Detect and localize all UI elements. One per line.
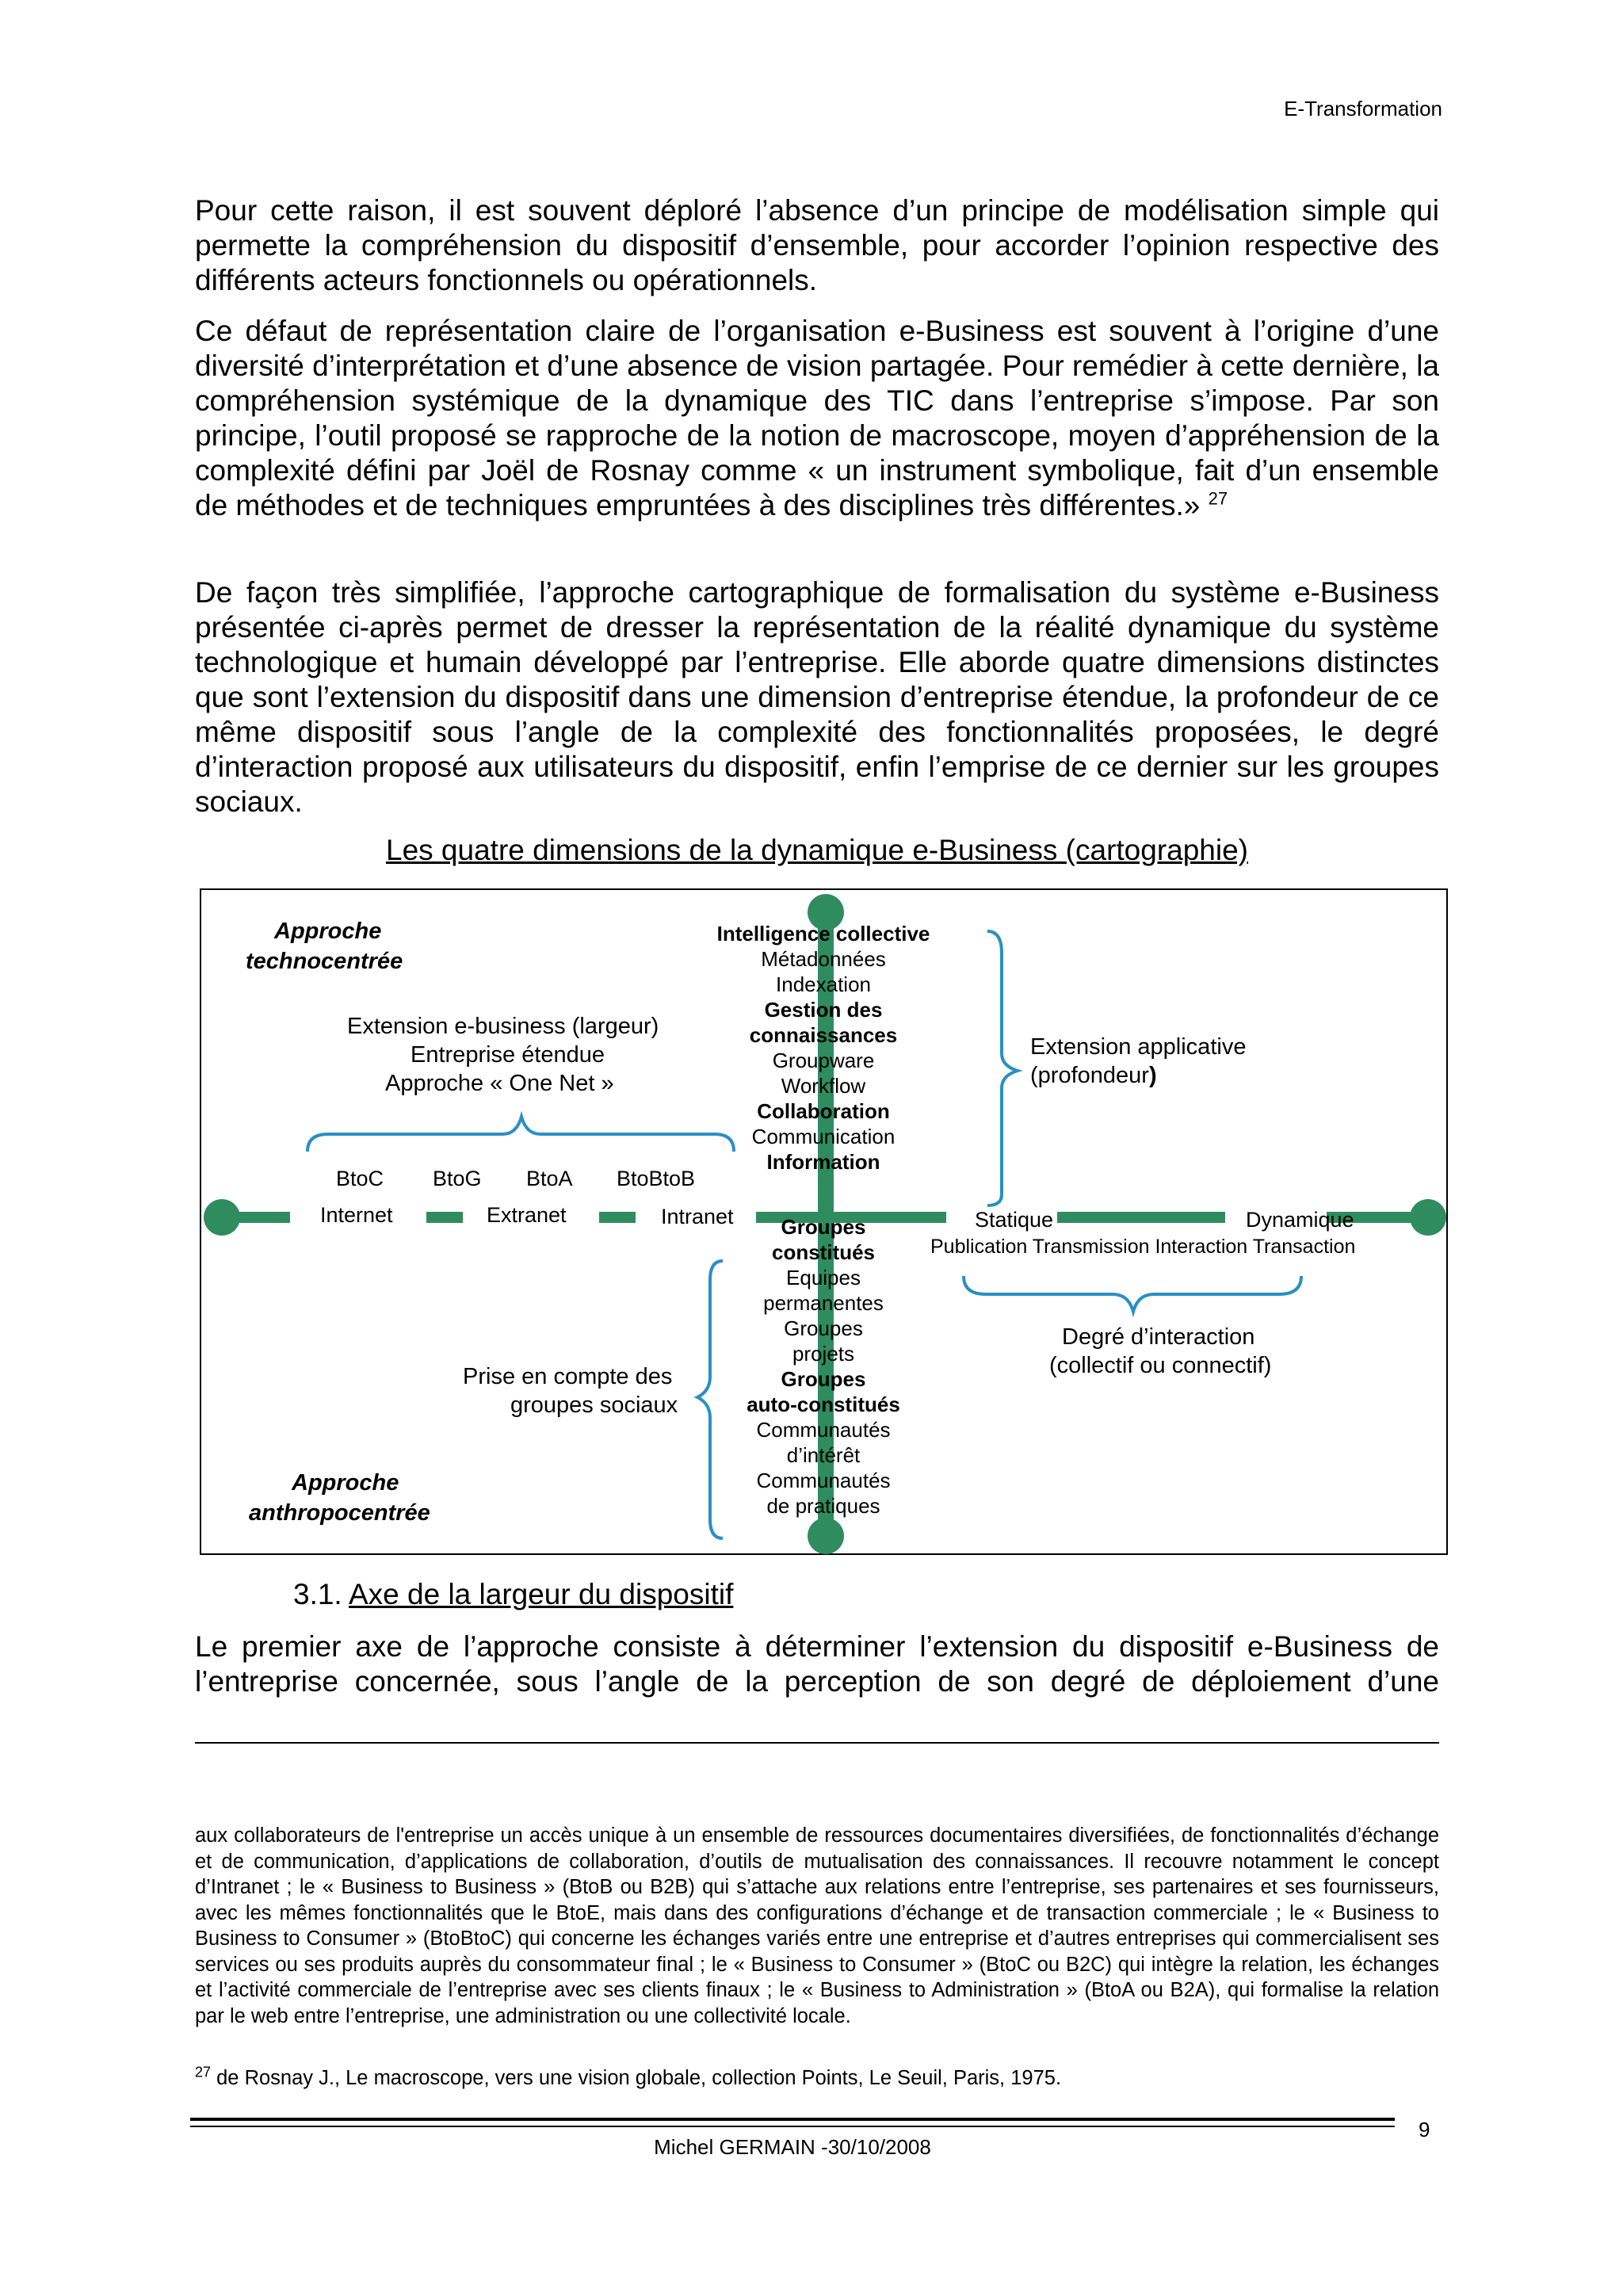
paragraph-4: Le premier axe de l’approche consiste à déterminer l’extension du dispositif e-Business de l’entreprise concernée, sous l’angle de la perception de son degré de déploiement d’une xyxy=(195,1630,1439,1698)
label-approach-top-1: Approche xyxy=(274,919,382,944)
label-extension-width-1: Extension e-business (largeur) xyxy=(347,1014,659,1039)
label-btoa: BtoA xyxy=(526,1167,573,1190)
item-gestion-1: Gestion des xyxy=(764,998,883,1022)
brace-social xyxy=(697,1261,723,1538)
item-metadonnees: Métadonnées xyxy=(761,947,886,971)
label-extension-depth-2 xyxy=(1030,1061,1157,1090)
label-dynamique: Dynamique xyxy=(1246,1208,1354,1232)
item-groupes-1: Groupes xyxy=(781,1215,866,1239)
item-communautes-interet-1: Communautés xyxy=(756,1418,891,1442)
label-statique: Statique xyxy=(975,1208,1054,1232)
label-internet: Internet xyxy=(320,1203,393,1227)
item-equipes-1: Equipes xyxy=(786,1266,861,1289)
label-interaction-levels: Publication Transmission Interaction Transaction xyxy=(930,1236,1356,1258)
item-groupware: Groupware xyxy=(772,1049,875,1072)
axis-endpoint-right xyxy=(1410,1199,1446,1236)
label-extension-depth-1: Extension applicative xyxy=(1030,1034,1247,1060)
paragraph-1: Pour cette raison, il est souvent déploré l’absence d’un principe de modélisation simple qui permette la compréhension du dispositif d’ensemble, pour accorder l’opinion respective des différents acteurs fonctionnels ou opérationnels. xyxy=(195,194,1439,296)
item-communautes-pratiques-2: de pratiques xyxy=(766,1494,880,1518)
label-btobtob: BtoBtoB xyxy=(617,1167,696,1190)
figure-caption: Les quatre dimensions de la dynamique e-Business (cartographie) xyxy=(386,834,1248,866)
label-extension-depth-2-text: (profondeur xyxy=(1030,1063,1149,1088)
paragraph-2 xyxy=(195,314,1439,523)
label-extranet: Extranet xyxy=(487,1203,567,1227)
footnote-ref-27[interactable]: 27 xyxy=(1208,488,1228,509)
item-groupes-2: constitués xyxy=(771,1240,876,1264)
label-extension-width-2: Entreprise étendue xyxy=(411,1042,605,1068)
section-title: Axe de la largeur du dispositif xyxy=(348,1578,734,1610)
item-gestion-2: connaissances xyxy=(749,1023,898,1047)
footnote-27 xyxy=(195,2065,1439,2092)
footer-rule xyxy=(190,2118,1395,2132)
item-workflow: Workflow xyxy=(781,1074,866,1098)
item-communautes-pratiques-1: Communautés xyxy=(756,1469,891,1492)
section-heading xyxy=(293,1577,733,1612)
label-social-1: Prise en compte des xyxy=(463,1364,673,1389)
footer-author: Michel GERMAIN -30/10/2008 xyxy=(654,2135,931,2159)
item-groupes-projets-2: projets xyxy=(792,1342,855,1366)
page-number: 9 xyxy=(1419,2118,1430,2141)
brace-width xyxy=(307,1117,734,1152)
footnote-continuation: aux collaborateurs de l'entreprise un accès unique à un ensemble de ressources documentaires diversifiées, de fonctionnalités d’échange et de communication, d’applications de collaboration, d’outils de mutualisation des connaissances. Il recouvre notamment le concept d’Intranet ; le « Business to Business » (BtoB ou B2B) qui s’attache aux relations entre l’entreprise, ses partenaires et ses fournisseurs, avec les mêmes fonctionnalités que le BtoE, mais dans des configurations d’échange et de transaction commerciale ; le « Business to Business to Consumer » (BtoBtoC) qui concerne les échanges variés entre une entreprise et d’autres entreprises qui commercialisent ses services ou ses produits auprès du consommateur final ; le « Business to Consumer » (BtoC ou B2C) qui intègre la relation, les échanges et l’activité commerciale de l’entreprise avec ses clients finaux ; le « Business to Administration » (BtoA ou B2A), qui formalise la relation par le web entre l’entreprise, une administration ou une collectivité locale. xyxy=(195,1824,1439,2027)
label-interaction-2: (collectif ou connectif) xyxy=(1049,1353,1272,1378)
paragraph-3: De façon très simplifiée, l’approche cartographique de formalisation du système e-Business présentée ci-après permet de dresser la représentation de la réalité dynamique du système technologique et humain développé par l’entreprise. Elle aborde quatre dimensions distinctes que sont l’extension du dispositif dans une dimension d’entreprise étendue, la profondeur de ce même dispositif sous l’angle de la complexité des fonctionnalités proposées, le degré d’interaction proposé aux utilisateurs du dispositif, enfin l’emprise de ce dernier sur les groupes sociaux. xyxy=(195,576,1439,818)
item-communication: Communication xyxy=(751,1125,896,1148)
footnote-separator xyxy=(195,1742,1439,1744)
label-approach-bottom-1: Approche xyxy=(292,1470,399,1496)
label-btog: BtoG xyxy=(433,1167,482,1190)
label-approach-top-2: technocentrée xyxy=(246,949,403,974)
item-groupes-projets-1: Groupes xyxy=(784,1316,863,1340)
item-intelligence: Intelligence collective xyxy=(716,922,930,946)
paragraph-2-text: Ce défaut de représentation claire de l’organisation e-Business est souvent à l’origine d’une diversité d’interprétation et d’une absence de vision partagée. Pour remédier à cette dernière, la compréhension systémique de la dynamique des TIC dans l’entreprise s’impose. Par son principe, l’outil proposé se rapproche de la notion de macroscope, moyen d’appréhension de la complexité défini par Joël de Rosnay comme « un instrument symbolique, fait d’un ensemble de méthodes et de techniques empruntées à des disciplines très différentes.» xyxy=(195,315,1439,521)
item-collaboration: Collaboration xyxy=(757,1099,890,1123)
section-number: 3.1. xyxy=(293,1578,342,1610)
running-header: E-Transformation xyxy=(1284,97,1442,120)
label-social-2: groupes sociaux xyxy=(510,1392,678,1418)
label-btoc: BtoC xyxy=(336,1167,384,1190)
item-communautes-interet-2: d’intérêt xyxy=(786,1443,861,1467)
footnote-27-text: de Rosnay J., Le macroscope, vers une vision globale, collection Points, Le Seuil, Paris, 1975. xyxy=(211,2067,1062,2089)
item-groupes-auto-2: auto-constitués xyxy=(747,1392,900,1416)
label-approach-bottom-2: anthropocentrée xyxy=(249,1500,430,1526)
brace-depth xyxy=(987,931,1018,1205)
brace-interaction xyxy=(964,1276,1301,1312)
label-intranet: Intranet xyxy=(661,1205,734,1228)
label-extension-depth-paren: ) xyxy=(1148,1063,1157,1088)
item-equipes-2: permanentes xyxy=(763,1291,884,1315)
footnote-27-number: 27 xyxy=(195,2064,212,2080)
item-information: Information xyxy=(766,1150,880,1174)
axis-endpoint-bottom xyxy=(808,1518,844,1554)
axis-endpoint-left xyxy=(204,1199,240,1236)
item-indexation: Indexation xyxy=(776,972,871,996)
label-extension-width-3: Approche « One Net » xyxy=(385,1071,614,1096)
item-groupes-auto-1: Groupes xyxy=(781,1367,866,1391)
label-interaction-1: Degré d’interaction xyxy=(1062,1324,1255,1350)
